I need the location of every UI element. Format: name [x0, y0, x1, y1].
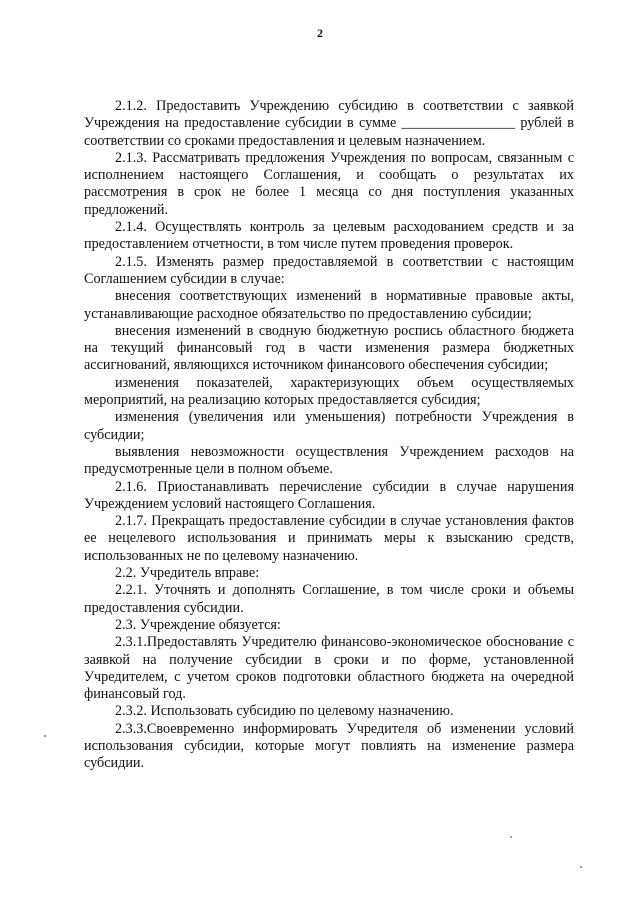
list-item-budget-changes: внесения изменений в сводную бюджетную роспись областного бюджета на текущий финансовый год в части изменения размера бюджетных ассигнований, являющихся источником финансового обеспечения субсидии; — [84, 322, 574, 374]
paragraph-2-2-1: 2.2.1. Уточнять и дополнять Соглашение, в том числе сроки и объемы предоставления субсидии. — [84, 582, 574, 616]
paragraph-2-2: 2.2. Учредитель вправе: — [115, 565, 260, 582]
paragraph-2-3-3: 2.3.3.Своевременно информировать Учредителя об изменении условий использования субсидии, которые могут повлиять на изменение размера субсидии. — [84, 720, 574, 772]
scan-speck — [580, 866, 582, 868]
document-body — [84, 98, 574, 773]
paragraph-2-1-4: 2.1.4. Осуществлять контроль за целевым расходованием средств и за предоставлением отчетности, в том числе путем проведения проверок. — [84, 219, 574, 253]
list-item-needs: изменения (увеличения или уменьшения) потребности Учреждения в субсидии; — [84, 409, 574, 443]
list-item-indicators: изменения показателей, характеризующих объем осуществляемых мероприятий, на реализацию которых предоставляется субсидия; — [84, 374, 574, 409]
paragraph-2-1-5: 2.1.5. Изменять размер предоставляемой в соответствии с настоящим Соглашением субсидии в случае: — [84, 253, 574, 287]
list-item-legal-acts: внесения соответствующих изменений в нормативные правовые акты, устанавливающие расходное обязательство по предоставлению субсидии; — [84, 288, 574, 322]
paragraph-2-3-1: 2.3.1.Предоставлять Учредителю финансово-экономическое обоснование с заявкой на получение субсидии в сроки и по форме, установленной Учредителем, с учетом сроков подготовки областного бюджета на очередной финансовый год. — [84, 634, 574, 703]
paragraph-2-3: 2.3. Учреждение обязуется: — [115, 616, 281, 633]
paragraph-2-1-3: 2.1.3. Рассматривать предложения Учреждения по вопросам, связанным с исполнением настоящего Соглашения, и сообщать о результатах их рассмотрения в срок не более 1 месяца со дня поступления указанных предложений. — [84, 149, 574, 218]
paragraph-2-1-7: 2.1.7. Прекращать предоставление субсидии в случае установления фактов ее нецелевого использования и принимать меры к взысканию средств, использованных не по целевому назначению. — [84, 513, 574, 564]
page-number: 2 — [317, 26, 323, 40]
scan-speck — [44, 735, 46, 737]
paragraph-2-3-2: 2.3.2. Использовать субсидию по целевому назначению. — [115, 703, 454, 720]
scan-speck — [510, 836, 512, 838]
paragraph-2-1-6: 2.1.6. Приостанавливать перечисление субсидии в случае нарушения Учреждением условий настоящего Соглашения. — [84, 478, 574, 512]
list-item-impossibility: выявления невозможности осуществления Учреждением расходов на предусмотренные цели в полном объеме. — [84, 443, 574, 478]
paragraph-2-1-2: 2.1.2. Предоставить Учреждению субсидию в соответствии с заявкой Учреждения на предоставление субсидии в сумме ________________ рублей в соответствии со сроками предоставления и целевым назначением. — [84, 98, 574, 149]
